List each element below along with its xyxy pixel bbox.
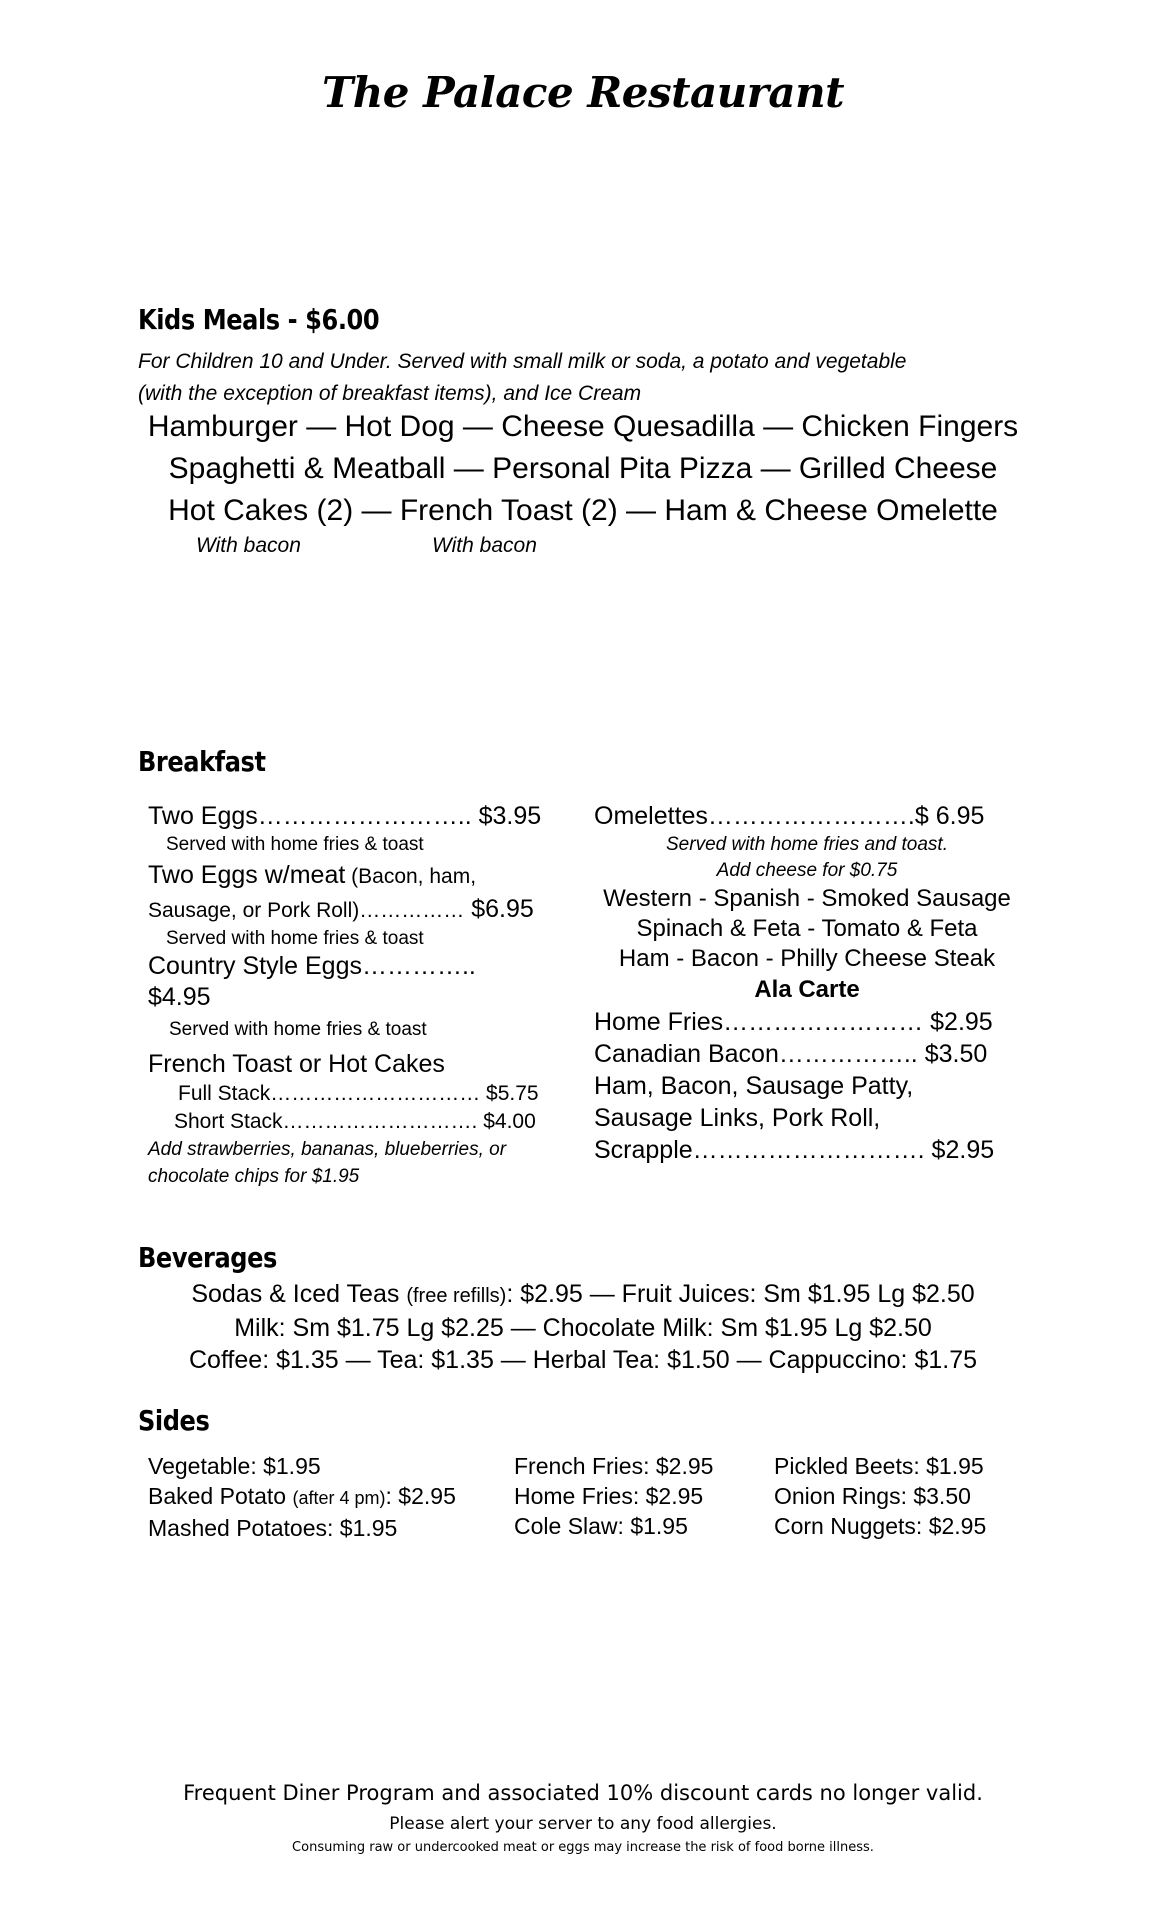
french-toast-item: French Toast or Hot Cakes (148, 1050, 445, 1078)
sodas-label: Sodas & Iced Teas (191, 1280, 407, 1308)
addons-line-1: Add strawberries, bananas, blueberries, or (148, 1139, 507, 1160)
meats-line-1: Ham, Bacon, Sausage Patty, (594, 1072, 914, 1100)
with-bacon-note-2: With bacon (432, 534, 537, 557)
sides-column-2 (514, 1451, 713, 1541)
side-home-fries: Home Fries: $2.95 (514, 1483, 704, 1509)
breakfast-heading: Breakfast (138, 745, 266, 778)
side-onion-rings: Onion Rings: $3.50 (774, 1483, 971, 1509)
omelette-types-2: Spinach & Feta - Tomato & Feta (636, 915, 978, 942)
side-vegetable: Vegetable: $1.95 (148, 1453, 321, 1479)
two-eggs-item: Two Eggs…………………….. $3.95 (148, 802, 542, 830)
two-eggs-meat-item (148, 858, 578, 894)
baked-potato-label: Baked Potato (148, 1483, 293, 1509)
omelettes-item: Omelettes…………………….$ 6.95 (594, 802, 985, 830)
baked-potato-price: : $2.95 (385, 1483, 456, 1509)
canadian-bacon-item: Canadian Bacon…………….. $3.50 (594, 1040, 988, 1068)
two-eggs-meat-served: Served with home fries & toast (166, 928, 424, 949)
country-style-price: $4.95 (148, 983, 211, 1011)
footer-discount-notice: Frequent Diner Program and associated 10% discount cards no longer valid. (183, 1781, 983, 1805)
country-style-served: Served with home fries & toast (169, 1019, 427, 1040)
beverages-list (0, 1278, 1166, 1376)
kids-items-line-2: Spaghetti & Meatball — Personal Pita Pizza — Grilled Cheese (168, 452, 998, 485)
country-style-item: Country Style Eggs………….. (148, 952, 476, 980)
meats-line-3: Scrapple………………………. $2.95 (594, 1136, 995, 1164)
beverages-line-1 (0, 1278, 1166, 1312)
short-stack-item: Short Stack………………………. $4.00 (174, 1110, 536, 1133)
kids-items-line-1: Hamburger — Hot Dog — Cheese Quesadilla — Chicken Fingers (147, 410, 1019, 443)
omelette-note-2: Add cheese for $0.75 (716, 860, 898, 881)
sides-column-3 (774, 1451, 986, 1541)
sodas-price: : $2.95 — Fruit Juices: Sm $1.95 Lg $2.50 (506, 1280, 975, 1308)
side-cole-slaw: Cole Slaw: $1.95 (514, 1513, 688, 1539)
kids-note-line-1: For Children 10 and Under. Served with small milk or soda, a potato and vegetable (138, 350, 907, 373)
baked-potato-note: (after 4 pm) (292, 1488, 386, 1508)
two-eggs-meat-options-2: Sausage, or Pork Roll)…………… (148, 899, 465, 922)
kids-meals-heading: Kids Meals - $6.00 (138, 303, 380, 336)
kids-items-line-3: Hot Cakes (2) — French Toast (2) — Ham & Cheese Omelette (168, 494, 998, 527)
restaurant-title: The Palace Restaurant (321, 68, 845, 117)
full-stack-item: Full Stack………………………… $5.75 (178, 1082, 539, 1105)
ala-carte-heading: Ala Carte (754, 976, 860, 1003)
footer-allergy-notice: Please alert your server to any food allergies. (389, 1814, 777, 1834)
side-french-fries: French Fries: $2.95 (514, 1453, 714, 1479)
meats-line-2: Sausage Links, Pork Roll, (594, 1104, 881, 1132)
free-refills-note: (free refills) (406, 1285, 507, 1307)
two-eggs-served: Served with home fries & toast (166, 834, 424, 855)
kids-note-line-2: (with the exception of breakfast items), and Ice Cream (138, 382, 642, 405)
beverages-line-2: Milk: Sm $1.75 Lg $2.25 — Chocolate Milk: Sm $1.95 Lg $2.50 (234, 1314, 932, 1342)
two-eggs-meat-name: Two Eggs w/meat (148, 861, 346, 889)
beverages-line-3: Coffee: $1.35 — Tea: $1.35 — Herbal Tea: $1.50 — Cappuccino: $1.75 (188, 1346, 978, 1374)
side-pickled-beets: Pickled Beets: $1.95 (774, 1453, 984, 1479)
with-bacon-note-1: With bacon (196, 534, 301, 557)
beverages-heading: Beverages (138, 1241, 277, 1274)
two-eggs-meat-line-2 (148, 894, 578, 928)
side-corn-nuggets: Corn Nuggets: $2.95 (774, 1513, 987, 1539)
two-eggs-meat-options: (Bacon, ham, (345, 865, 477, 888)
kids-meals-note (138, 346, 906, 410)
sides-column-1 (148, 1451, 456, 1543)
footer-raw-food-warning: Consuming raw or undercooked meat or eggs may increase the risk of food borne illness. (292, 1840, 874, 1855)
sides-heading: Sides (138, 1404, 210, 1437)
kids-meals-items (0, 406, 1166, 532)
omelette-types-3: Ham - Bacon - Philly Cheese Steak (618, 945, 996, 972)
side-mashed-potatoes: Mashed Potatoes: $1.95 (148, 1515, 398, 1541)
side-baked-potato (148, 1481, 456, 1513)
home-fries-item: Home Fries…………………… $2.95 (594, 1008, 993, 1036)
breakfast-right-column (594, 800, 1024, 1166)
two-eggs-meat-price: $6.95 (464, 895, 534, 923)
addons-line-2: chocolate chips for $1.95 (148, 1166, 360, 1187)
breakfast-left-column (148, 800, 578, 1190)
omelette-note-1: Served with home fries and toast. (666, 834, 948, 855)
omelette-types-1: Western - Spanish - Smoked Sausage (603, 885, 1011, 912)
